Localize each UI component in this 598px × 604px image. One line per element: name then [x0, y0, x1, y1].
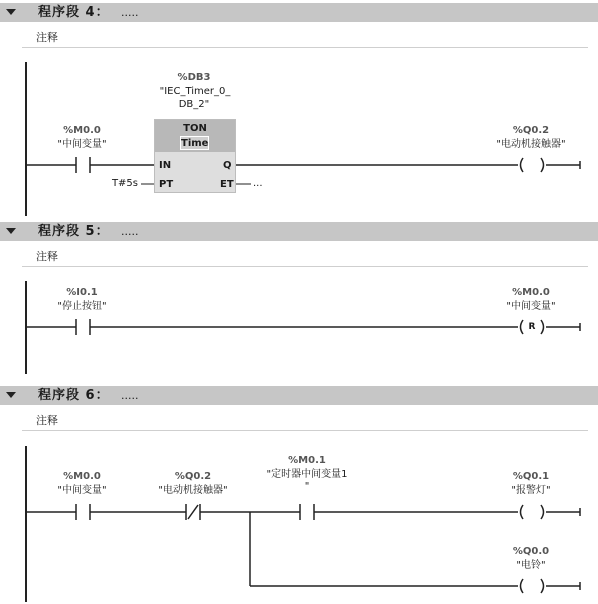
segment-dots: ..... [121, 6, 139, 19]
coil-right [541, 579, 544, 593]
pin-pt: PT [159, 179, 174, 190]
timer-db-name-line1: "IEC_Timer_0_ [159, 86, 231, 97]
segment-dots: ..... [121, 389, 139, 402]
coil2-tag-name[interactable]: "电铃" [516, 560, 546, 571]
contact-tag-name[interactable]: "停止按钮" [57, 301, 107, 312]
pin-in: IN [159, 160, 172, 171]
timer-db-name-line2: DB_2" [178, 99, 210, 110]
coil-address[interactable]: %M0.0 [512, 287, 550, 298]
comment-label: 注释 [36, 250, 58, 263]
contact2-address[interactable]: %Q0.2 [174, 471, 212, 482]
time-type-dropdown[interactable]: Time [181, 138, 209, 149]
timer-db-address: %DB3 [177, 72, 211, 83]
contact3-tag-name-line2[interactable]: " [304, 481, 310, 492]
contact-tag-name[interactable]: "中间变量" [57, 139, 107, 150]
et-value[interactable]: ... [253, 178, 263, 189]
coil-tag-name[interactable]: "中间变量" [506, 301, 556, 312]
segment-title: 程序段 6： [38, 388, 110, 403]
coil-left [521, 505, 524, 519]
coil-address[interactable]: %Q0.2 [512, 125, 550, 136]
pt-value[interactable]: T#5s [111, 178, 138, 189]
pin-et: ET [220, 179, 234, 190]
nc-contact-slash [188, 505, 198, 519]
coil-right [541, 505, 544, 519]
contact-address[interactable]: %M0.0 [63, 125, 101, 136]
pin-q: Q [223, 160, 232, 171]
segment-title: 程序段 4： [38, 5, 110, 20]
coil1-address[interactable]: %Q0.1 [512, 471, 550, 482]
coil1-tag-name[interactable]: "报警灯" [511, 485, 551, 496]
contact2-tag-name[interactable]: "电动机接触器" [158, 485, 228, 496]
contact3-tag-name-line1[interactable]: "定时器中间变量1 [266, 469, 348, 480]
timer-type: TON [183, 123, 207, 134]
contact1-address[interactable]: %M0.0 [63, 471, 101, 482]
reset-coil-symbol: R [528, 322, 536, 332]
segment-title: 程序段 5： [38, 224, 110, 239]
coil-left [521, 579, 524, 593]
contact1-tag-name[interactable]: "中间变量" [57, 485, 107, 496]
comment-label: 注释 [36, 414, 58, 427]
coil2-address[interactable]: %Q0.0 [512, 546, 550, 557]
contact3-address[interactable]: %M0.1 [288, 455, 326, 466]
comment-label: 注释 [36, 31, 58, 44]
contact-address[interactable]: %I0.1 [66, 287, 98, 298]
segment-dots: ..... [121, 225, 139, 238]
coil-tag-name[interactable]: "电动机接触器" [496, 139, 566, 150]
